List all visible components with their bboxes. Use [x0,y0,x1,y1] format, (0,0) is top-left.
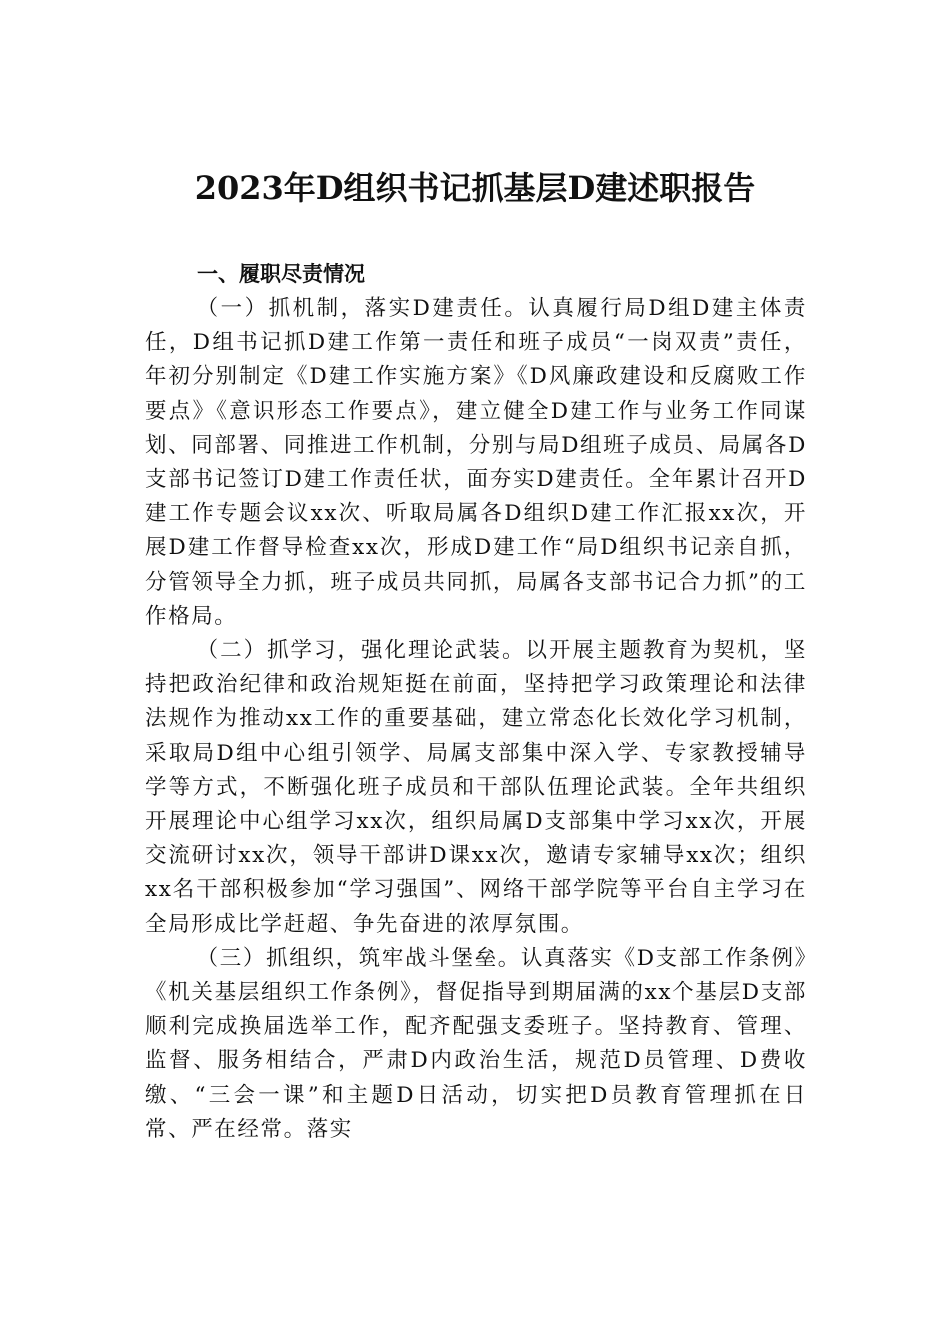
paragraph-study: （二）抓学习，强化理论武装。以开展主题教育为契机，坚持把政治纪律和政治规矩挺在前面，坚持把学习政策理论和法律法规作为推动xx工作的重要基础，建立常态化长效化学习机制，采取局D组中心组引领学、局属支部集中深入学、专家教授辅导学等方式，不断强化班子成员和干部队伍理论武装。全年共组织开展理论中心组学习xx次，组织局属D支部集中学习xx次，开展交流研讨xx次，领导干部讲D课xx次，邀请专家辅导xx次；组织xx名干部积极参加“学习强国”、网络干部学院等平台自主学习在全局形成比学赶超、争先奋进的浓厚氛围。 [145,638,807,937]
paragraph-mechanism: （一）抓机制，落实D建责任。认真履行局D组D建主体责任，D组书记抓D建工作第一责任和班子成员“一岗双责”责任，年初分别制定《D建工作实施方案》《D风廉政建设和反腐败工作要点》《意识形态工作要点》，建立健全D建工作与业务工作同谋划、同部署、同推进工作机制，分别与局D组班子成员、局属各D支部书记签订D建工作责任状，面夯实D建责任。全年累计召开D建工作专题会议xx次、听取局属各D组织D建工作汇报xx次，开展D建工作督导检查xx次，形成D建工作“局D组织书记亲自抓，分管领导全力抓，班子成员共同抓，局属各支部书记合力抓”的工作格局。 [145,296,807,629]
document-body [145,292,807,1147]
paragraph-organization: （三）抓组织，筑牢战斗堡垒。认真落实《D支部工作条例》《机关基层组织工作条例》，督促指导到期届满的xx个基层D支部顺利完成换届选举工作，配齐配强支委班子。坚持教育、管理、监督、服务相结合，严肃D内政治生活，规范D员管理、D费收缴、“三会一课”和主题D日活动，切实把D员教育管理抓在日常、严在经常。落实 [145,945,807,1142]
document-title: 2023年D组织书记抓基层D建述职报告 [194,169,756,207]
section-heading: 一、履职尽责情况 [197,262,365,286]
